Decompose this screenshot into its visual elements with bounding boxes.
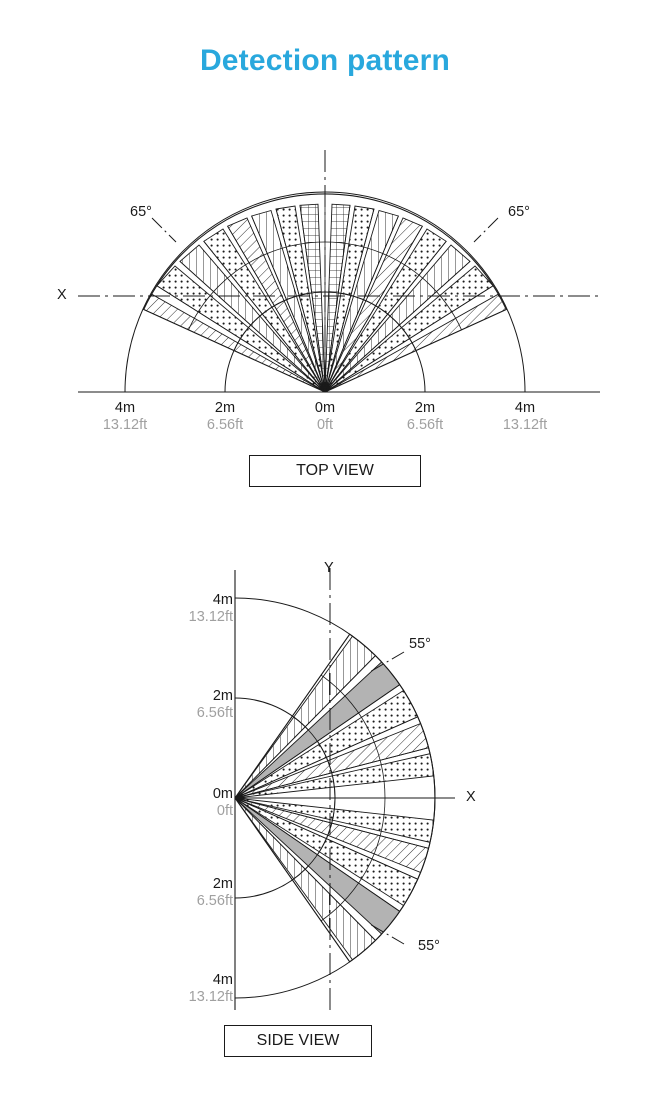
tick-feet: 0ft [316, 417, 334, 433]
tick-feet: 13.12ft [102, 417, 148, 433]
tick-feet: 6.56ft [196, 893, 233, 909]
tick-meters: 4m [212, 972, 233, 988]
tick-meters: 2m [212, 876, 233, 892]
top-view-tick-3 [385, 400, 465, 434]
side-view-axis-letter-y: Y [324, 560, 334, 576]
tick-meters: 2m [214, 400, 236, 416]
tick-meters: 0m [314, 400, 336, 416]
side-view-tick-4 [133, 972, 233, 1006]
top-view-diagram [0, 130, 650, 500]
side-view-axis-letter-x: X [466, 789, 476, 805]
tick-meters: 0m [212, 786, 233, 802]
tick-feet: 13.12ft [188, 609, 233, 625]
side-view-drawing [0, 540, 650, 1060]
top-view-drawing [0, 130, 650, 500]
top-view-axis-letter-x: X [57, 287, 67, 303]
tick-feet: 0ft [216, 803, 233, 819]
tick-feet: 6.56ft [406, 417, 444, 433]
top-view-tick-4 [485, 400, 565, 434]
side-view-angle-lower: 55° [418, 938, 440, 954]
side-view-tick-3 [133, 876, 233, 910]
top-view-tick-0 [85, 400, 165, 434]
top-view-label: TOP VIEW [249, 455, 421, 487]
page-title: Detection pattern [199, 44, 451, 77]
side-view-diagram [0, 540, 650, 1060]
tick-feet: 6.56ft [206, 417, 244, 433]
tick-feet: 6.56ft [196, 705, 233, 721]
side-view-tick-1 [133, 688, 233, 722]
side-view-label: SIDE VIEW [224, 1025, 372, 1057]
tick-feet: 13.12ft [188, 989, 233, 1005]
tick-meters: 2m [212, 688, 233, 704]
top-view-angle-right: 65° [508, 204, 530, 220]
top-view-angle-left: 65° [130, 204, 152, 220]
top-view-tick-2 [285, 400, 365, 434]
tick-meters: 4m [114, 400, 136, 416]
side-view-tick-2 [133, 786, 233, 820]
side-view-tick-0 [133, 592, 233, 626]
tick-meters: 4m [514, 400, 536, 416]
tick-feet: 13.12ft [502, 417, 548, 433]
tick-meters: 2m [414, 400, 436, 416]
tick-meters: 4m [212, 592, 233, 608]
side-view-angle-upper: 55° [409, 636, 431, 652]
top-view-tick-1 [185, 400, 265, 434]
